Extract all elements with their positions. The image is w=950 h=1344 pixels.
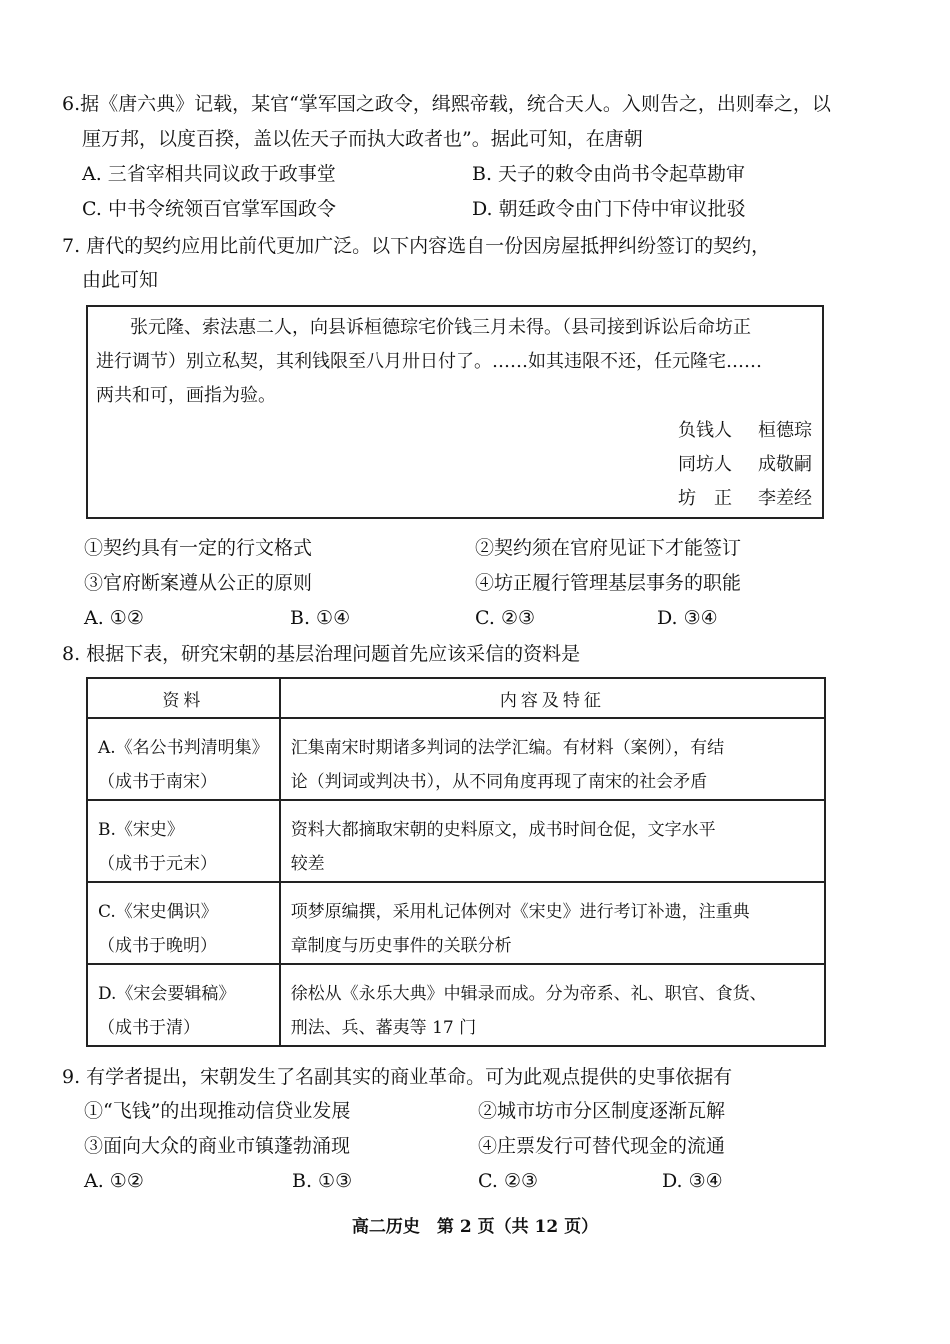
source-title: D.《宋会要辑稿》 bbox=[98, 984, 236, 1004]
source-cell bbox=[87, 882, 280, 964]
q9-stem: 9. 有学者提出，宋朝发生了名副其实的商业革命。可为此观点提供的史事依据有 bbox=[62, 1066, 733, 1088]
q7-statement-1: ①契约具有一定的行文格式 bbox=[84, 537, 313, 559]
signer-name-1: 桓德琮 bbox=[758, 420, 812, 441]
q9-option-a: A. ①② bbox=[84, 1170, 144, 1192]
source-date: （成书于元末） bbox=[98, 854, 217, 874]
q6-stem-line1: 6.据《唐六典》记载，某官“掌军国之政令，缉熙帝载，统合天人。入则告之，出则奉之，以 bbox=[62, 93, 831, 115]
q9-statement-3: ③面向大众的商业市镇蓬勃涌现 bbox=[84, 1135, 351, 1157]
q9-statement-1: ①“飞钱”的出现推动信贷业发展 bbox=[84, 1100, 351, 1122]
content-line: 资料大都摘取宋朝的史料原文，成书时间仓促，文字水平 bbox=[290, 820, 716, 840]
content-line: 项梦原编撰，采用札记体例对《宋史》进行考订补遗，注重典 bbox=[290, 902, 750, 922]
content-cell bbox=[280, 718, 825, 800]
content-line: 徐松从《永乐大典》中辑录而成。分为帝系、礼、职官、食货、 bbox=[290, 984, 767, 1004]
source-table bbox=[86, 677, 826, 1047]
q9-statement-2: ②城市坊市分区制度逐渐瓦解 bbox=[478, 1100, 726, 1122]
header-content: 内容及特征 bbox=[280, 678, 825, 718]
q8-stem: 8. 根据下表，研究宋朝的基层治理问题首先应该采信的资料是 bbox=[62, 643, 581, 665]
source-title: C.《宋史偶识》 bbox=[98, 902, 218, 922]
q6-stem-line2: 厘万邦，以度百揆，盖以佐天子而执大政者也”。据此可知，在唐朝 bbox=[82, 128, 643, 150]
table-row bbox=[87, 964, 825, 1046]
q7-statement-3: ③官府断案遵从公正的原则 bbox=[84, 572, 313, 594]
contract-line3: 两共和可，画指为验。 bbox=[96, 385, 276, 406]
source-cell bbox=[87, 964, 280, 1046]
table-row bbox=[87, 800, 825, 882]
source-date: （成书于晚明） bbox=[98, 936, 217, 956]
content-cell bbox=[280, 882, 825, 964]
q9-option-b: B. ①③ bbox=[292, 1170, 353, 1192]
signer-name-3: 李差经 bbox=[758, 488, 812, 509]
content-line: 汇集南宋时期诸多判词的法学汇编。有材料（案例），有结 bbox=[290, 738, 725, 758]
content-line: 章制度与历史事件的关联分析 bbox=[290, 936, 512, 956]
q7-option-c: C. ②③ bbox=[475, 607, 536, 629]
content-line: 论（判词或判决书），从不同角度再现了南宋的社会矛盾 bbox=[290, 772, 708, 792]
source-cell bbox=[87, 718, 280, 800]
table-header-row bbox=[87, 678, 825, 718]
q6-option-b: B. 天子的敕令由尚书令起草勘审 bbox=[472, 163, 746, 185]
table-row bbox=[87, 882, 825, 964]
content-cell bbox=[280, 964, 825, 1046]
q6-option-c: C. 中书令统领百官掌军国政令 bbox=[82, 198, 336, 220]
q9-option-c: C. ②③ bbox=[478, 1170, 539, 1192]
content-line: 刑法、兵、蕃夷等 17 门 bbox=[290, 1018, 477, 1038]
q7-option-d: D. ③④ bbox=[657, 607, 718, 629]
source-cell bbox=[87, 800, 280, 882]
q6-option-a: A. 三省宰相共同议政于政事堂 bbox=[82, 163, 336, 185]
content-line: 较差 bbox=[290, 854, 325, 874]
q6-option-d: D. 朝廷政令由门下侍中审议批驳 bbox=[472, 198, 746, 220]
q7-statement-2: ②契约须在官府见证下才能签订 bbox=[475, 537, 742, 559]
q7-option-a: A. ①② bbox=[84, 607, 144, 629]
page-footer: 高二历史 第 2 页（共 12 页） bbox=[351, 1217, 599, 1237]
contract-line2: 进行调节）别立私契，其利钱限至八月卅日付了。……如其违限不还，任元隆宅…… bbox=[96, 351, 762, 372]
q9-statement-4: ④庄票发行可替代现金的流通 bbox=[478, 1135, 726, 1157]
q7-stem-line1: 7. 唐代的契约应用比前代更加广泛。以下内容选自一份因房屋抵押纠纷签订的契约， bbox=[62, 235, 771, 257]
signer-role-2: 同坊人 bbox=[678, 454, 732, 475]
signer-role-3: 坊 正 bbox=[678, 488, 732, 509]
table-row bbox=[87, 718, 825, 800]
q7-stem-line2: 由此可知 bbox=[82, 269, 159, 291]
source-date: （成书于清） bbox=[98, 1018, 200, 1038]
source-date: （成书于南宋） bbox=[98, 772, 217, 792]
q7-statement-4: ④坊正履行管理基层事务的职能 bbox=[475, 572, 742, 594]
q9-option-d: D. ③④ bbox=[662, 1170, 723, 1192]
q7-option-b: B. ①④ bbox=[290, 607, 351, 629]
signer-role-1: 负钱人 bbox=[678, 420, 732, 441]
content-cell bbox=[280, 800, 825, 882]
source-title: A.《名公书判清明集》 bbox=[98, 738, 269, 758]
signer-name-2: 成敬嗣 bbox=[758, 454, 812, 475]
header-source: 资料 bbox=[87, 678, 280, 718]
source-title: B.《宋史》 bbox=[98, 820, 184, 840]
contract-excerpt-box bbox=[86, 305, 824, 519]
contract-line1: 张元隆、索法惠二人，向县诉桓德琮宅价钱三月未得。（县司接到诉讼后命坊正 bbox=[130, 317, 751, 338]
